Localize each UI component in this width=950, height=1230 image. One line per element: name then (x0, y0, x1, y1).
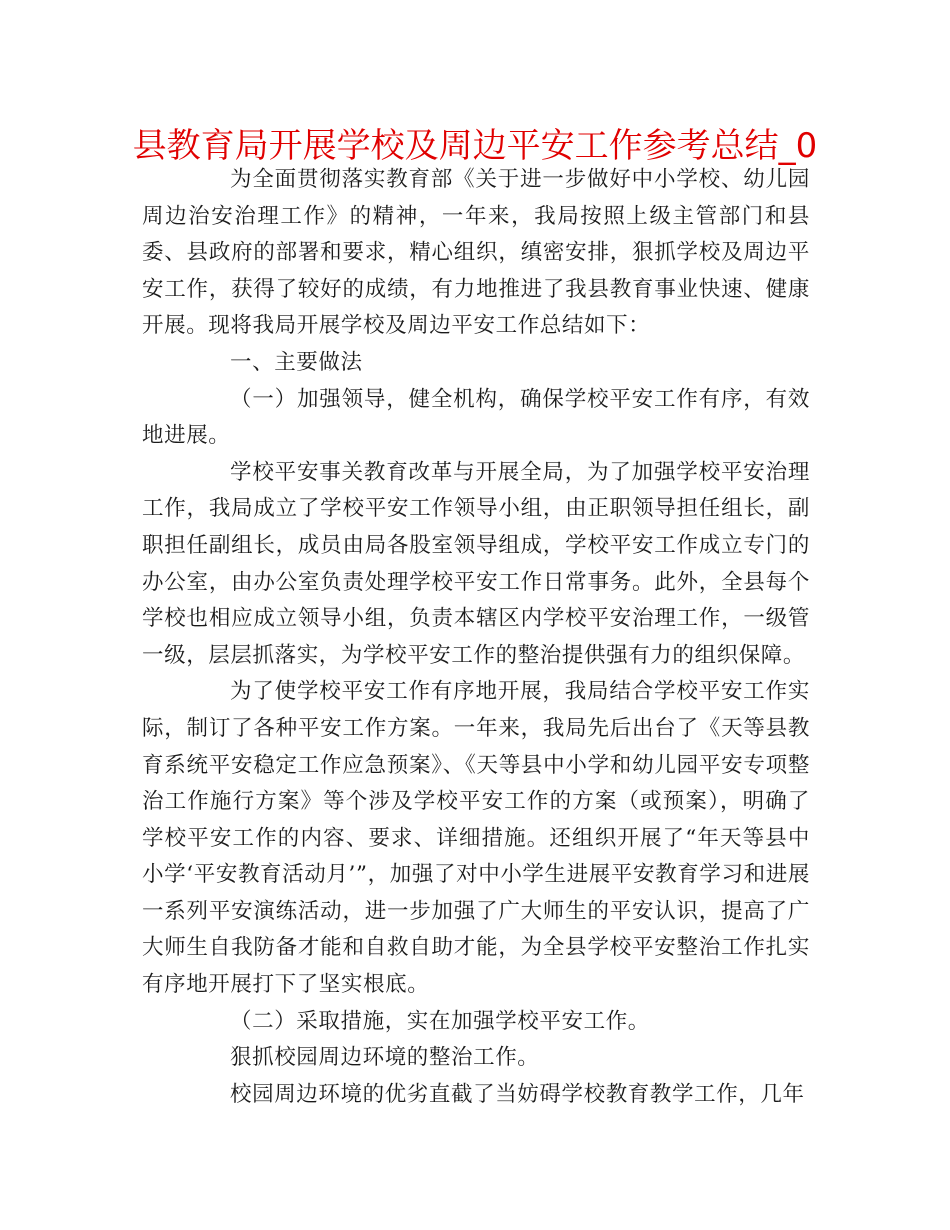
paragraph-leadership: 学校平安事关教育改革与开展全局，为了加强学校平安治理工作，我局成立了学校平安工作领导小组，由正职领导担任组长，副职担任副组长，成员由局各股室领导组成，学校平安工作成立专门的办公室，由办公室负责处理学校平安工作日常事务。此外，全县每个学校也相应成立领导小组，负责本辖区内学校平安治理工作，一级管一级，层层抓落实，为学校平安工作的整治提供强有力的组织保障。 (142, 459, 810, 668)
document-body (142, 162, 810, 1113)
document-title: 县教育局开展学校及周边平安工作参考总结_0 (132, 126, 818, 166)
section-heading-main-practices: 一、主要做法 (230, 349, 363, 375)
paragraph-environment-heading: 狠抓校园周边环境的整治工作。 (230, 1045, 540, 1071)
paragraph-environment: 校园周边环境的优劣直截了当妨碍学校教育教学工作，几年 (230, 1081, 805, 1107)
subsection-heading-1: （一）加强领导，健全机构，确保学校平安工作有序，有效地进展。 (142, 386, 810, 449)
subsection-heading-2: （二）采取措施，实在加强学校平安工作。 (230, 1008, 650, 1034)
paragraph-intro: 为全面贯彻落实教育部《关于进一步做好中小学校、幼儿园周边治安治理工作》的精神，一年来，我局按照上级主管部门和县委、县政府的部署和要求，精心组织，缜密安排，狠抓学校及周边平安工作，获得了较好的成绩，有力地推进了我县教育事业快速、健康开展。现将我局开展学校及周边平安工作总结如下： (142, 167, 810, 339)
paragraph-plans: 为了使学校平安工作有序地开展，我局结合学校平安工作实际，制订了各种平安工作方案。一年来，我局先后出台了《天等县教育系统平安稳定工作应急预案》、《天等县中小学和幼儿园平安专项整治工作施行方案》等个涉及学校平安工作的方案（或预案），明确了学校平安工作的内容、要求、详细措施。还组织开展了“年天等县中小学‘平安教育活动月’”，加强了对中小学生进展平安教育学习和进展一系列平安演练活动，进一步加强了广大师生的平安认识，提高了广大师生自我防备才能和自救自助才能，为全县学校平安整治工作扎实有序地开展打下了坚实根底。 (142, 679, 810, 998)
